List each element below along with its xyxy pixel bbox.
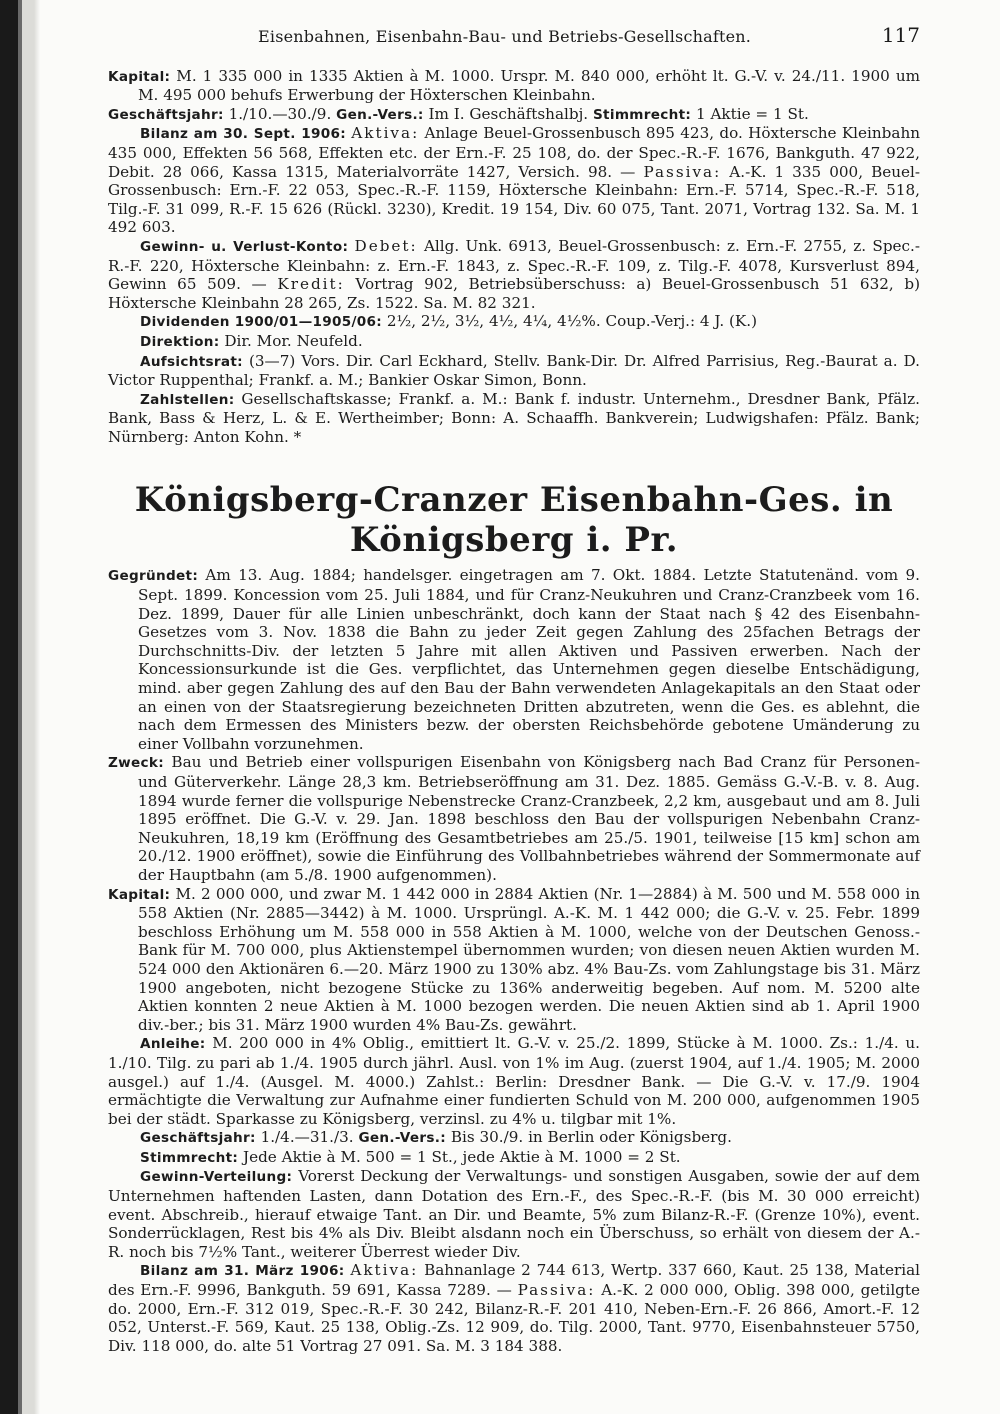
s2-geschaeftsjahr: Geschäftsjahr: 1./4.—31./3. Gen.-Vers.: Bis 30./9. in Berlin oder Königsberg. [140, 1128, 732, 1147]
page-number: 117 [881, 23, 920, 47]
s1-geschaeftsjahr: Geschäftsjahr: 1./10.—30./9. Gen.-Vers.: Im I. Geschäftshalbj. Stimmrecht: 1 Aktie = 1 St. [108, 104, 809, 123]
page-header [108, 23, 920, 47]
s2-kapital: Kapital: M. 2 000 000, und zwar M. 1 442 000 in 2884 Aktien (Nr. 1—2884) à M. 500 und M. 558 000 in 558 Aktien (Nr. 2885—3442) à M. 1000. Ursprüngl. A.-K. M. 1 442 000; die G.-V. v. 25. Febr. 1899 beschloss Erhöhung um M. 558 000 in 558 Aktien à M. 1000, welche von der Deutschen Genoss.-Bank für M. 700 000, plus Aktienstempel übernommen wurden; von diesen neuen Aktien wurden M. 524 000 den Aktionären 6.—20. März 1900 zu 130% abz. 4% Bau-Zs. vom Zahlungstage bis 31. März 1900 angeboten, nicht bezogene Stücke zu 136% anderweitig begeben. Auf nom. M. 5200 alte Aktien konnten 2 neue Aktien à M. 1000 bezogen werden. Die neuen Aktien sind ab 1. April 1900 div.-ber.; bis 31. März 1900 wurden 4% Bau-Zs. gewährt. [108, 884, 921, 1034]
s2-zweck: Zweck: Bau und Betrieb einer vollspurigen Eisenbahn von Königsberg nach Bad Cranz für Personen- und Güterverkehr. Länge 28,3 km. Betriebseröffnung am 31. Dez. 1885. Gemäss G.-V.-B. v. 8. Aug. 1894 wurde ferner die vollspurige Nebenstrecke Cranz-Cranzbeek, 2,2 km, ausgebaut und am 8. Juli 1895 eröffnet. Die G.-V. v. 29. Jan. 1898 beschloss den Bau der vollspurigen Nebenbahn Cranz-Neukuhren, 18,19 km (Eröffnung des Gesamtbetriebes am 25./5. 1901, teilweise [15 km] schon am 20./12. 1900 eröffnet), sowie die Einführung des Vollbahnbetriebes während der Sommermonate auf der Hauptbahn (am 5./8. 1900 aufgenommen). [108, 753, 921, 884]
s2-stimmrecht: Stimmrecht: Jede Aktie à M. 500 = 1 St., jede Aktie à M. 1000 = 2 St. [140, 1147, 681, 1166]
s1-zahlstellen: Zahlstellen: Gesellschaftskasse; Frankf. a. M.: Bank f. industr. Unternehm., Dresdner Bank, Pfälz. Bank, Bass & Herz, L. & E. Wertheimber; Bonn: A. Schaaffh. Bankverein; Ludwigshafen: Pfälz. Bank; Nürnberg: Anton Kohn. * [108, 389, 921, 446]
section-heading: Königsberg-Cranzer Eisenbahn-Ges. in Königsberg i. Pr. [134, 480, 894, 561]
s1-bilanz: Bilanz am 30. Sept. 1906: Aktiva: Anlage Beuel-Grossenbusch 895 423, do. Höxtersche Kleinbahn 435 000, Effekten 56 568, Effekten etc. der Ern.-F. 25 108, do. der Spec.-R.-F. 1676, Bankguth. 47 922, Debit. 28 066, Kassa 1315, Materialvorräte 1427, Versich. 98. — Passiva: A.-K. 1 335 000, Beuel-Grossenbusch: Ern.-F. 22 053, Spec.-R.-F. 1159, Höxtersche Kleinbahn: Ern.-F. 5714, Spec.-R.-F. 518, Tilg.-F. 31 099, R.-F. 15 626 (Rückl. 3230), Kredit. 19 154, Div. 60 075, Tant. 2071, Vortrag 132. Sa. M. 1 492 603. [108, 124, 921, 237]
s1-direktion: Direktion: Dir. Mor. Neufeld. [140, 331, 363, 350]
s1-kapital: Kapital: M. 1 335 000 in 1335 Aktien à M. 1000. Urspr. M. 840 000, erhöht lt. G.-V. v. 24./11. 1900 um M. 495 000 behufs Erwerbung der Höxterschen Kleinbahn. [108, 66, 921, 105]
s2-gewinn-verteilung: Gewinn-Verteilung: Vorerst Deckung der Verwaltungs- und sonstigen Ausgaben, sowie der auf dem Unternehmen haftenden Lasten, dann Dotation des Ern.-F., des Spec.-R.-F. (bis M. 30 000 erreicht) event. Abschreib., hierauf etwaige Tant. an Dir. und Beamte, 5% zum Bilanz-R.-F. (Grenze 10%), event. Sonderrücklagen, Rest bis 4% als Div. Bleibt alsdann noch ein Überschuss, so erhält von diesem der A.-R. noch bis 7½% Tant., weiterer Überrest wieder Div. [108, 1167, 920, 1261]
s2-gegruendet: Gegründet: Am 13. Aug. 1884; handelsger. eingetragen am 7. Okt. 1884. Letzte Statutenänd. vom 9. Sept. 1899. Koncession vom 25. Juli 1884, und für Cranz-Neukuhren und Cranz-Cranzbeek vom 16. Dez. 1899, Dauer für alle Linien unbeschränkt, doch kann der Staat nach § 42 des Eisenbahn-Gesetzes vom 3. Nov. 1838 die Bahn zu jeder Zeit gegen Zahlung des 25fachen Betrags der Durchschnitts-Div. der letzten 5 Jahre mit allen Aktiven und Passiven erwerben. Nach der Koncessionsurkunde ist die Ges. verpflichtet, das Unternehmen gegen dieselbe Entschädigung, mind. aber gegen Zahlung des auf den Bau der Bahn verwendeten Anlagekapitals an den Staat oder an einen von der Staatsregierung bezeichneten Dritten abzutreten, wenn die Ges. es ablehnt, die nach dem Ermessen des Ministers bezw. der obersten Reichsbehörde gebotene Umänderung zu einer Vollbahn vorzunehmen. [108, 566, 921, 753]
s1-dividenden: Dividenden 1900/01—1905/06: 2½, 2½, 3½, 4½, 4¼, 4½%. Coup.-Verj.: 4 J. (K.) [140, 312, 758, 331]
s2-anleihe: Anleihe: M. 200 000 in 4% Oblig., emittiert lt. G.-V. v. 25./2. 1899, Stücke à M. 1000. Zs.: 1./4. u. 1./10. Tilg. zu pari ab 1./4. 1905 durch jährl. Ausl. von 1% im Aug. (zuerst 1904, auf 1./4. 1905; M. 2000 ausgel.) auf 1./4. (Ausgel. M. 4000.) Zahlst.: Berlin: Dresdner Bank. — Die G.-V. v. 17./9. 1904 ermächtigte die Verwaltung zur Aufnahme einer fundierten Schuld von M. 200 000, aufgenommen 1905 bei der städt. Sparkasse zu Königsberg, verzinsl. zu 4% u. tilgbar mit 1%. [108, 1034, 921, 1128]
running-title: Eisenbahnen, Eisenbahn-Bau- und Betriebs-Gesellschaften. [258, 27, 752, 46]
s1-gewinn-konto: Gewinn- u. Verlust-Konto: Debet: Allg. Unk. 6913, Beuel-Grossenbusch: z. Ern.-F. 2755, z. Spec.-R.-F. 220, Höxtersche Kleinbahn: z. Ern.-F. 1843, z. Spec.-R.-F. 109, z. Tilg.-F. 4078, Kursverlust 894, Gewinn 65 509. — Kredit: Vortrag 902, Betriebsüberschuss: a) Beuel-Grossenbusch 51 632, b) Höxtersche Kleinbahn 28 265, Zs. 1522. Sa. M. 82 321. [108, 236, 921, 312]
s1-aufsichtsrat: Aufsichtsrat: (3—7) Vors. Dir. Carl Eckhard, Stellv. Bank-Dir. Dr. Alfred Parrisius, Reg.-Baurat a. D. Victor Ruppenthal; Frankf. a. M.; Bankier Oskar Simon, Bonn. [108, 351, 921, 390]
page-binding-edge [0, 0, 40, 1414]
s2-bilanz: Bilanz am 31. März 1906: Aktiva: Bahnanlage 2 744 613, Wertp. 337 660, Kaut. 25 138, Material des Ern.-F. 9996, Bankguth. 59 691, Kassa 7289. — Passiva: A.-K. 2 000 000, Oblig. 398 000, getilgte do. 2000, Ern.-F. 312 019, Spec.-R.-F. 30 242, Bilanz-R.-F. 201 410, Neben-Ern.-F. 26 866, Amort.-F. 12 052, Unterst.-F. 569, Kaut. 25 138, Oblig.-Zs. 12 909, do. Tilg. 2000, Tant. 9770, Eisenbahnsteuer 5750, Div. 118 000, do. alte 51 Vortrag 27 091. Sa. M. 3 184 388. [108, 1261, 921, 1355]
page [108, 23, 921, 1355]
